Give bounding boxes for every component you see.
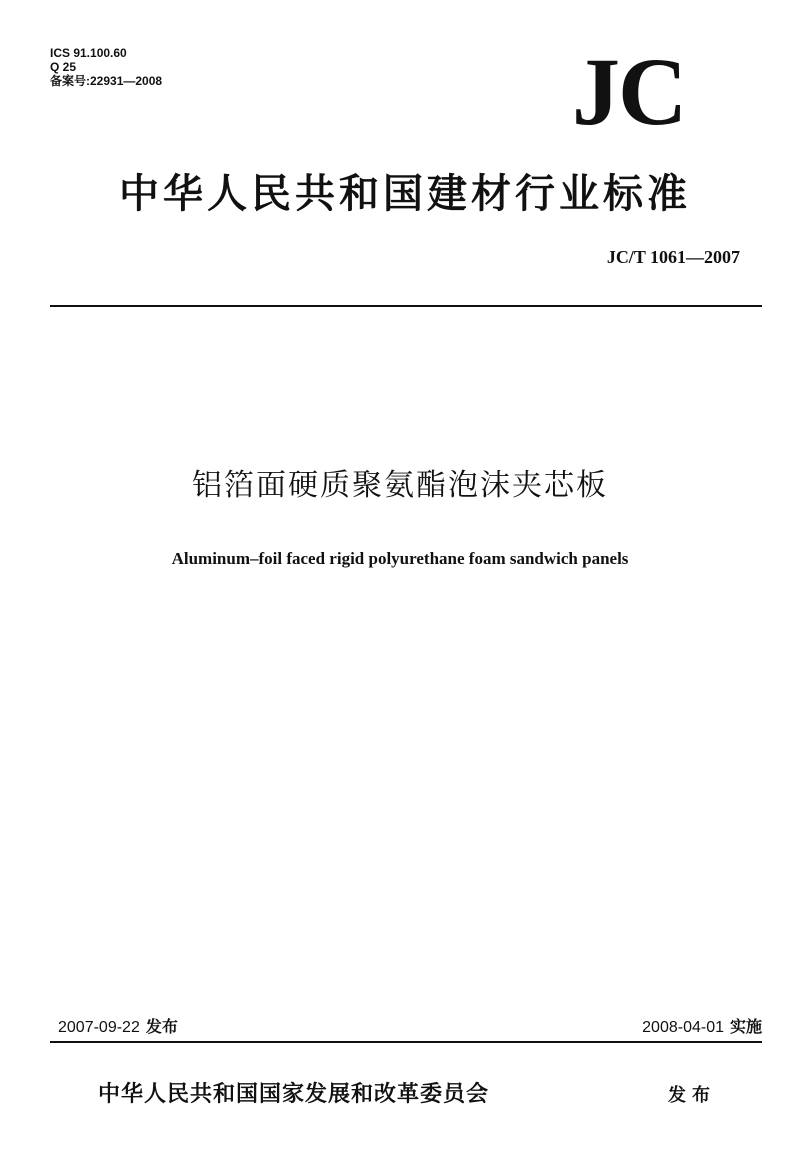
standard-type-heading: 中华人民共和国建材行业标准 xyxy=(119,171,691,217)
date-row xyxy=(58,1018,762,1040)
standard-number: JC/T 1061—2007 xyxy=(606,247,740,267)
publish-date: 2007-09-22 xyxy=(58,1019,140,1036)
implement-date-group xyxy=(642,1018,762,1038)
document-title-english: Aluminum–foil faced rigid polyurethane foam sandwich panels xyxy=(171,549,629,568)
issue-label: 发布 xyxy=(668,1085,716,1106)
implement-label: 实施 xyxy=(729,1019,762,1036)
publish-label: 发布 xyxy=(145,1019,178,1036)
bottom-divider xyxy=(50,1041,762,1043)
jc-logo: JC xyxy=(572,38,686,145)
ccs-code: Q 25 xyxy=(50,60,77,74)
document-title-chinese: 铝箔面硬质聚氨酯泡沫夹芯板 xyxy=(192,468,608,503)
issuing-authority: 中华人民共和国国家发展和改革委员会 xyxy=(98,1082,490,1107)
implement-date: 2008-04-01 xyxy=(642,1019,724,1036)
ics-code: ICS 91.100.60 xyxy=(50,46,127,60)
top-divider xyxy=(50,305,762,307)
filing-number: 备案号:22931—2008 xyxy=(50,74,163,88)
publish-date-group xyxy=(58,1018,178,1038)
metadata-block xyxy=(50,46,162,88)
